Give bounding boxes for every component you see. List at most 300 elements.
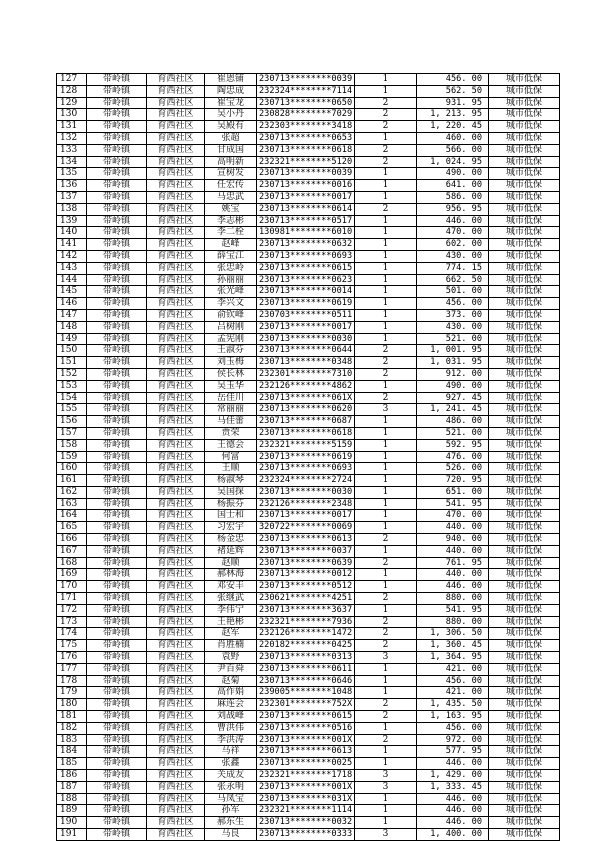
- assistance-type-cell: 城市低保: [489, 121, 560, 133]
- amount-cell: 446. 00: [417, 793, 489, 805]
- amount-cell: 1, 400. 00: [417, 829, 489, 841]
- assistance-type-cell: 城市低保: [489, 286, 560, 298]
- assistance-type-cell: 城市低保: [489, 781, 560, 793]
- id-number-cell: 232126********1472: [257, 628, 355, 640]
- amount-cell: 641. 00: [417, 180, 489, 192]
- town-cell: 带岭镇: [87, 805, 147, 817]
- recipient-name-cell: 孙丽丽: [205, 274, 257, 286]
- id-number-cell: 232303********3418: [257, 121, 355, 133]
- community-cell: 育西社区: [147, 652, 205, 664]
- table-row: [57, 333, 560, 345]
- id-number-cell: 232324********2724: [257, 475, 355, 487]
- amount-cell: 1, 024. 95: [417, 156, 489, 168]
- household-size-cell: 2: [355, 734, 417, 746]
- assistance-type-cell: 城市低保: [489, 545, 560, 557]
- id-number-cell: 230713********0693: [257, 463, 355, 475]
- town-cell: 带岭镇: [87, 781, 147, 793]
- recipient-name-cell: 袁野: [205, 652, 257, 664]
- amount-cell: 490. 00: [417, 168, 489, 180]
- recipient-name-cell: 郝林海: [205, 569, 257, 581]
- amount-cell: 521. 00: [417, 333, 489, 345]
- household-size-cell: 3: [355, 404, 417, 416]
- recipient-name-cell: 张光峰: [205, 286, 257, 298]
- town-cell: 带岭镇: [87, 404, 147, 416]
- town-cell: 带岭镇: [87, 616, 147, 628]
- table-row: [57, 734, 560, 746]
- town-cell: 带岭镇: [87, 427, 147, 439]
- amount-cell: 651. 00: [417, 486, 489, 498]
- recipient-name-cell: 赵菊: [205, 675, 257, 687]
- household-size-cell: 2: [355, 640, 417, 652]
- row-number-cell: 143: [57, 262, 87, 274]
- table-row: [57, 345, 560, 357]
- household-size-cell: 1: [355, 132, 417, 144]
- household-size-cell: 2: [355, 156, 417, 168]
- table-row: [57, 557, 560, 569]
- assistance-type-cell: 城市低保: [489, 758, 560, 770]
- household-size-cell: 1: [355, 545, 417, 557]
- recipient-name-cell: 张忠岭: [205, 262, 257, 274]
- household-size-cell: 1: [355, 805, 417, 817]
- table-row: [57, 711, 560, 723]
- id-number-cell: 230828********7029: [257, 109, 355, 121]
- community-cell: 育西社区: [147, 345, 205, 357]
- assistance-type-cell: 城市低保: [489, 309, 560, 321]
- community-cell: 育西社区: [147, 534, 205, 546]
- town-cell: 带岭镇: [87, 498, 147, 510]
- community-cell: 育西社区: [147, 604, 205, 616]
- id-number-cell: 230713********0512: [257, 581, 355, 593]
- row-number-cell: 135: [57, 168, 87, 180]
- amount-cell: 562. 50: [417, 85, 489, 97]
- town-cell: 带岭镇: [87, 628, 147, 640]
- table-row: [57, 262, 560, 274]
- assistance-type-cell: 城市低保: [489, 640, 560, 652]
- row-number-cell: 170: [57, 581, 87, 593]
- community-cell: 育西社区: [147, 156, 205, 168]
- household-size-cell: 1: [355, 286, 417, 298]
- id-number-cell: 220182********0425: [257, 640, 355, 652]
- town-cell: 带岭镇: [87, 298, 147, 310]
- row-number-cell: 182: [57, 722, 87, 734]
- household-size-cell: 1: [355, 687, 417, 699]
- household-size-cell: 2: [355, 711, 417, 723]
- row-number-cell: 127: [57, 74, 87, 86]
- community-cell: 育西社区: [147, 758, 205, 770]
- assistance-type-cell: 城市低保: [489, 817, 560, 829]
- town-cell: 带岭镇: [87, 380, 147, 392]
- table-row: [57, 191, 560, 203]
- town-cell: 带岭镇: [87, 132, 147, 144]
- town-cell: 带岭镇: [87, 85, 147, 97]
- household-size-cell: 2: [355, 121, 417, 133]
- recipient-name-cell: 高明新: [205, 156, 257, 168]
- amount-cell: 1, 031. 95: [417, 357, 489, 369]
- household-size-cell: 1: [355, 227, 417, 239]
- community-cell: 育西社区: [147, 404, 205, 416]
- household-size-cell: 1: [355, 817, 417, 829]
- table-row: [57, 109, 560, 121]
- table-row: [57, 498, 560, 510]
- recipient-name-cell: 宣树发: [205, 168, 257, 180]
- id-number-cell: 230713********0613: [257, 746, 355, 758]
- household-size-cell: 1: [355, 451, 417, 463]
- row-number-cell: 180: [57, 699, 87, 711]
- town-cell: 带岭镇: [87, 545, 147, 557]
- row-number-cell: 150: [57, 345, 87, 357]
- town-cell: 带岭镇: [87, 758, 147, 770]
- household-size-cell: 1: [355, 239, 417, 251]
- table-row: [57, 392, 560, 404]
- town-cell: 带岭镇: [87, 262, 147, 274]
- row-number-cell: 155: [57, 404, 87, 416]
- id-number-cell: 230713********0632: [257, 239, 355, 251]
- household-size-cell: 2: [355, 203, 417, 215]
- assistance-type-cell: 城市低保: [489, 404, 560, 416]
- community-cell: 育西社区: [147, 239, 205, 251]
- recipient-name-cell: 张超: [205, 132, 257, 144]
- row-number-cell: 179: [57, 687, 87, 699]
- table-row: [57, 640, 560, 652]
- amount-cell: 592. 95: [417, 439, 489, 451]
- id-number-cell: 230713********0639: [257, 557, 355, 569]
- recipient-name-cell: 刘战峰: [205, 711, 257, 723]
- id-number-cell: 230713********0017: [257, 510, 355, 522]
- town-cell: 带岭镇: [87, 711, 147, 723]
- row-number-cell: 186: [57, 770, 87, 782]
- assistance-type-cell: 城市低保: [489, 345, 560, 357]
- row-number-cell: 145: [57, 286, 87, 298]
- id-number-cell: 230713********0693: [257, 250, 355, 262]
- row-number-cell: 177: [57, 663, 87, 675]
- town-cell: 带岭镇: [87, 250, 147, 262]
- table-row: [57, 380, 560, 392]
- household-size-cell: 3: [355, 652, 417, 664]
- row-number-cell: 133: [57, 144, 87, 156]
- community-cell: 育西社区: [147, 569, 205, 581]
- id-number-cell: 230713********3637: [257, 604, 355, 616]
- assistance-type-cell: 城市低保: [489, 392, 560, 404]
- town-cell: 带岭镇: [87, 463, 147, 475]
- row-number-cell: 128: [57, 85, 87, 97]
- town-cell: 带岭镇: [87, 191, 147, 203]
- assistance-type-cell: 城市低保: [489, 427, 560, 439]
- community-cell: 育西社区: [147, 593, 205, 605]
- town-cell: 带岭镇: [87, 734, 147, 746]
- town-cell: 带岭镇: [87, 593, 147, 605]
- household-size-cell: 2: [355, 616, 417, 628]
- id-number-cell: 232126********4862: [257, 380, 355, 392]
- amount-cell: 761. 95: [417, 557, 489, 569]
- amount-cell: 456. 00: [417, 722, 489, 734]
- town-cell: 带岭镇: [87, 829, 147, 841]
- amount-cell: 1, 364. 95: [417, 652, 489, 664]
- household-size-cell: 1: [355, 510, 417, 522]
- amount-cell: 430. 00: [417, 321, 489, 333]
- recipient-name-cell: 肖胜楠: [205, 640, 257, 652]
- recipient-name-cell: 吕树刚: [205, 321, 257, 333]
- table-row: [57, 781, 560, 793]
- household-size-cell: 3: [355, 781, 417, 793]
- id-number-cell: 320722********0069: [257, 522, 355, 534]
- amount-cell: 490. 00: [417, 380, 489, 392]
- relief-roster-table: [56, 73, 560, 841]
- table-row: [57, 215, 560, 227]
- recipient-name-cell: 吴国探: [205, 486, 257, 498]
- table-row: [57, 746, 560, 758]
- assistance-type-cell: 城市低保: [489, 132, 560, 144]
- table-row: [57, 427, 560, 439]
- id-number-cell: 230713********0014: [257, 286, 355, 298]
- row-number-cell: 138: [57, 203, 87, 215]
- assistance-type-cell: 城市低保: [489, 746, 560, 758]
- id-number-cell: 232301********752X: [257, 699, 355, 711]
- table-row: [57, 298, 560, 310]
- amount-cell: 1, 213. 95: [417, 109, 489, 121]
- row-number-cell: 157: [57, 427, 87, 439]
- row-number-cell: 190: [57, 817, 87, 829]
- town-cell: 带岭镇: [87, 144, 147, 156]
- id-number-cell: 230713********0618: [257, 427, 355, 439]
- household-size-cell: 1: [355, 85, 417, 97]
- amount-cell: 446. 00: [417, 581, 489, 593]
- amount-cell: 1, 360. 45: [417, 640, 489, 652]
- amount-cell: 421. 00: [417, 687, 489, 699]
- row-number-cell: 187: [57, 781, 87, 793]
- recipient-name-cell: 孙军: [205, 805, 257, 817]
- assistance-type-cell: 城市低保: [489, 829, 560, 841]
- id-number-cell: 230703********0511: [257, 309, 355, 321]
- community-cell: 育西社区: [147, 144, 205, 156]
- table-row: [57, 227, 560, 239]
- household-size-cell: 1: [355, 663, 417, 675]
- assistance-type-cell: 城市低保: [489, 203, 560, 215]
- town-cell: 带岭镇: [87, 309, 147, 321]
- table-row: [57, 522, 560, 534]
- recipient-name-cell: 陶忠成: [205, 85, 257, 97]
- community-cell: 育西社区: [147, 746, 205, 758]
- amount-cell: 880. 00: [417, 616, 489, 628]
- community-cell: 育西社区: [147, 687, 205, 699]
- community-cell: 育西社区: [147, 628, 205, 640]
- amount-cell: 460. 00: [417, 132, 489, 144]
- table-row: [57, 604, 560, 616]
- recipient-name-cell: 王淑芬: [205, 345, 257, 357]
- town-cell: 带岭镇: [87, 652, 147, 664]
- id-number-cell: 230713********0615: [257, 711, 355, 723]
- table-row: [57, 722, 560, 734]
- community-cell: 育西社区: [147, 298, 205, 310]
- amount-cell: 456. 00: [417, 298, 489, 310]
- id-number-cell: 230713********0039: [257, 168, 355, 180]
- town-cell: 带岭镇: [87, 675, 147, 687]
- table-row: [57, 817, 560, 829]
- row-number-cell: 165: [57, 522, 87, 534]
- row-number-cell: 156: [57, 416, 87, 428]
- assistance-type-cell: 城市低保: [489, 510, 560, 522]
- amount-cell: 1, 220. 45: [417, 121, 489, 133]
- town-cell: 带岭镇: [87, 97, 147, 109]
- household-size-cell: 1: [355, 439, 417, 451]
- assistance-type-cell: 城市低保: [489, 298, 560, 310]
- recipient-name-cell: 马佳蕾: [205, 416, 257, 428]
- community-cell: 育西社区: [147, 793, 205, 805]
- id-number-cell: 230713********0017: [257, 321, 355, 333]
- amount-cell: 446. 00: [417, 817, 489, 829]
- table-row: [57, 203, 560, 215]
- community-cell: 育西社区: [147, 663, 205, 675]
- assistance-type-cell: 城市低保: [489, 156, 560, 168]
- assistance-type-cell: 城市低保: [489, 144, 560, 156]
- household-size-cell: 1: [355, 522, 417, 534]
- amount-cell: 430. 00: [417, 250, 489, 262]
- household-size-cell: 1: [355, 722, 417, 734]
- row-number-cell: 172: [57, 604, 87, 616]
- community-cell: 育西社区: [147, 675, 205, 687]
- table-row: [57, 451, 560, 463]
- community-cell: 育西社区: [147, 380, 205, 392]
- amount-cell: 1, 435. 50: [417, 699, 489, 711]
- town-cell: 带岭镇: [87, 392, 147, 404]
- id-number-cell: 230713********0646: [257, 675, 355, 687]
- assistance-type-cell: 城市低保: [489, 616, 560, 628]
- table-row: [57, 793, 560, 805]
- recipient-name-cell: 麻连会: [205, 699, 257, 711]
- id-number-cell: 230713********0623: [257, 274, 355, 286]
- table-row: [57, 97, 560, 109]
- row-number-cell: 176: [57, 652, 87, 664]
- town-cell: 带岭镇: [87, 557, 147, 569]
- row-number-cell: 160: [57, 463, 87, 475]
- table-body: [57, 74, 560, 841]
- community-cell: 育西社区: [147, 168, 205, 180]
- amount-cell: 1, 306. 50: [417, 628, 489, 640]
- amount-cell: 912. 00: [417, 368, 489, 380]
- household-size-cell: 2: [355, 534, 417, 546]
- recipient-name-cell: 李志彬: [205, 215, 257, 227]
- id-number-cell: 230713********0037: [257, 545, 355, 557]
- community-cell: 育西社区: [147, 286, 205, 298]
- row-number-cell: 141: [57, 239, 87, 251]
- recipient-name-cell: 国士和: [205, 510, 257, 522]
- row-number-cell: 168: [57, 557, 87, 569]
- row-number-cell: 151: [57, 357, 87, 369]
- recipient-name-cell: 张继武: [205, 593, 257, 605]
- id-number-cell: 230713********0611: [257, 663, 355, 675]
- row-number-cell: 164: [57, 510, 87, 522]
- table-row: [57, 758, 560, 770]
- table-row: [57, 663, 560, 675]
- id-number-cell: 230713********0618: [257, 144, 355, 156]
- community-cell: 育西社区: [147, 132, 205, 144]
- id-number-cell: 232321********1114: [257, 805, 355, 817]
- community-cell: 育西社区: [147, 616, 205, 628]
- row-number-cell: 142: [57, 250, 87, 262]
- assistance-type-cell: 城市低保: [489, 85, 560, 97]
- row-number-cell: 158: [57, 439, 87, 451]
- recipient-name-cell: 尹百舜: [205, 663, 257, 675]
- recipient-name-cell: 张永明: [205, 781, 257, 793]
- amount-cell: 1, 333. 45: [417, 781, 489, 793]
- id-number-cell: 232321********7936: [257, 616, 355, 628]
- assistance-type-cell: 城市低保: [489, 97, 560, 109]
- amount-cell: 440. 00: [417, 545, 489, 557]
- assistance-type-cell: 城市低保: [489, 793, 560, 805]
- row-number-cell: 152: [57, 368, 87, 380]
- table-row: [57, 628, 560, 640]
- amount-cell: 526. 00: [417, 463, 489, 475]
- town-cell: 带岭镇: [87, 793, 147, 805]
- community-cell: 育西社区: [147, 392, 205, 404]
- assistance-type-cell: 城市低保: [489, 734, 560, 746]
- table-row: [57, 144, 560, 156]
- table-row: [57, 132, 560, 144]
- amount-cell: 470. 00: [417, 510, 489, 522]
- town-cell: 带岭镇: [87, 451, 147, 463]
- community-cell: 育西社区: [147, 829, 205, 841]
- assistance-type-cell: 城市低保: [489, 475, 560, 487]
- household-size-cell: 2: [355, 109, 417, 121]
- amount-cell: 1, 163. 95: [417, 711, 489, 723]
- table-row: [57, 699, 560, 711]
- amount-cell: 373. 00: [417, 309, 489, 321]
- community-cell: 育西社区: [147, 734, 205, 746]
- recipient-name-cell: 李伟宁: [205, 604, 257, 616]
- community-cell: 育西社区: [147, 510, 205, 522]
- recipient-name-cell: 赵军: [205, 628, 257, 640]
- amount-cell: 972. 00: [417, 734, 489, 746]
- table-row: [57, 510, 560, 522]
- row-number-cell: 171: [57, 593, 87, 605]
- town-cell: 带岭镇: [87, 569, 147, 581]
- town-cell: 带岭镇: [87, 817, 147, 829]
- household-size-cell: 1: [355, 333, 417, 345]
- row-number-cell: 159: [57, 451, 87, 463]
- household-size-cell: 2: [355, 97, 417, 109]
- household-size-cell: 1: [355, 463, 417, 475]
- row-number-cell: 169: [57, 569, 87, 581]
- amount-cell: 1, 241. 45: [417, 404, 489, 416]
- community-cell: 育西社区: [147, 227, 205, 239]
- amount-cell: 501. 00: [417, 286, 489, 298]
- row-number-cell: 173: [57, 616, 87, 628]
- assistance-type-cell: 城市低保: [489, 722, 560, 734]
- town-cell: 带岭镇: [87, 522, 147, 534]
- town-cell: 带岭镇: [87, 239, 147, 251]
- amount-cell: 541. 95: [417, 498, 489, 510]
- assistance-type-cell: 城市低保: [489, 74, 560, 86]
- assistance-type-cell: 城市低保: [489, 439, 560, 451]
- community-cell: 育西社区: [147, 463, 205, 475]
- id-number-cell: 230713********0030: [257, 333, 355, 345]
- household-size-cell: 2: [355, 699, 417, 711]
- recipient-name-cell: 薛宝江: [205, 250, 257, 262]
- assistance-type-cell: 城市低保: [489, 522, 560, 534]
- assistance-type-cell: 城市低保: [489, 274, 560, 286]
- community-cell: 育西社区: [147, 121, 205, 133]
- household-size-cell: 1: [355, 250, 417, 262]
- recipient-name-cell: 关成友: [205, 770, 257, 782]
- amount-cell: 774. 15: [417, 262, 489, 274]
- assistance-type-cell: 城市低保: [489, 227, 560, 239]
- row-number-cell: 144: [57, 274, 87, 286]
- recipient-name-cell: 俞钦峰: [205, 309, 257, 321]
- recipient-name-cell: 任宏传: [205, 180, 257, 192]
- recipient-name-cell: 刘玉梅: [205, 357, 257, 369]
- row-number-cell: 149: [57, 333, 87, 345]
- row-number-cell: 185: [57, 758, 87, 770]
- amount-cell: 927. 45: [417, 392, 489, 404]
